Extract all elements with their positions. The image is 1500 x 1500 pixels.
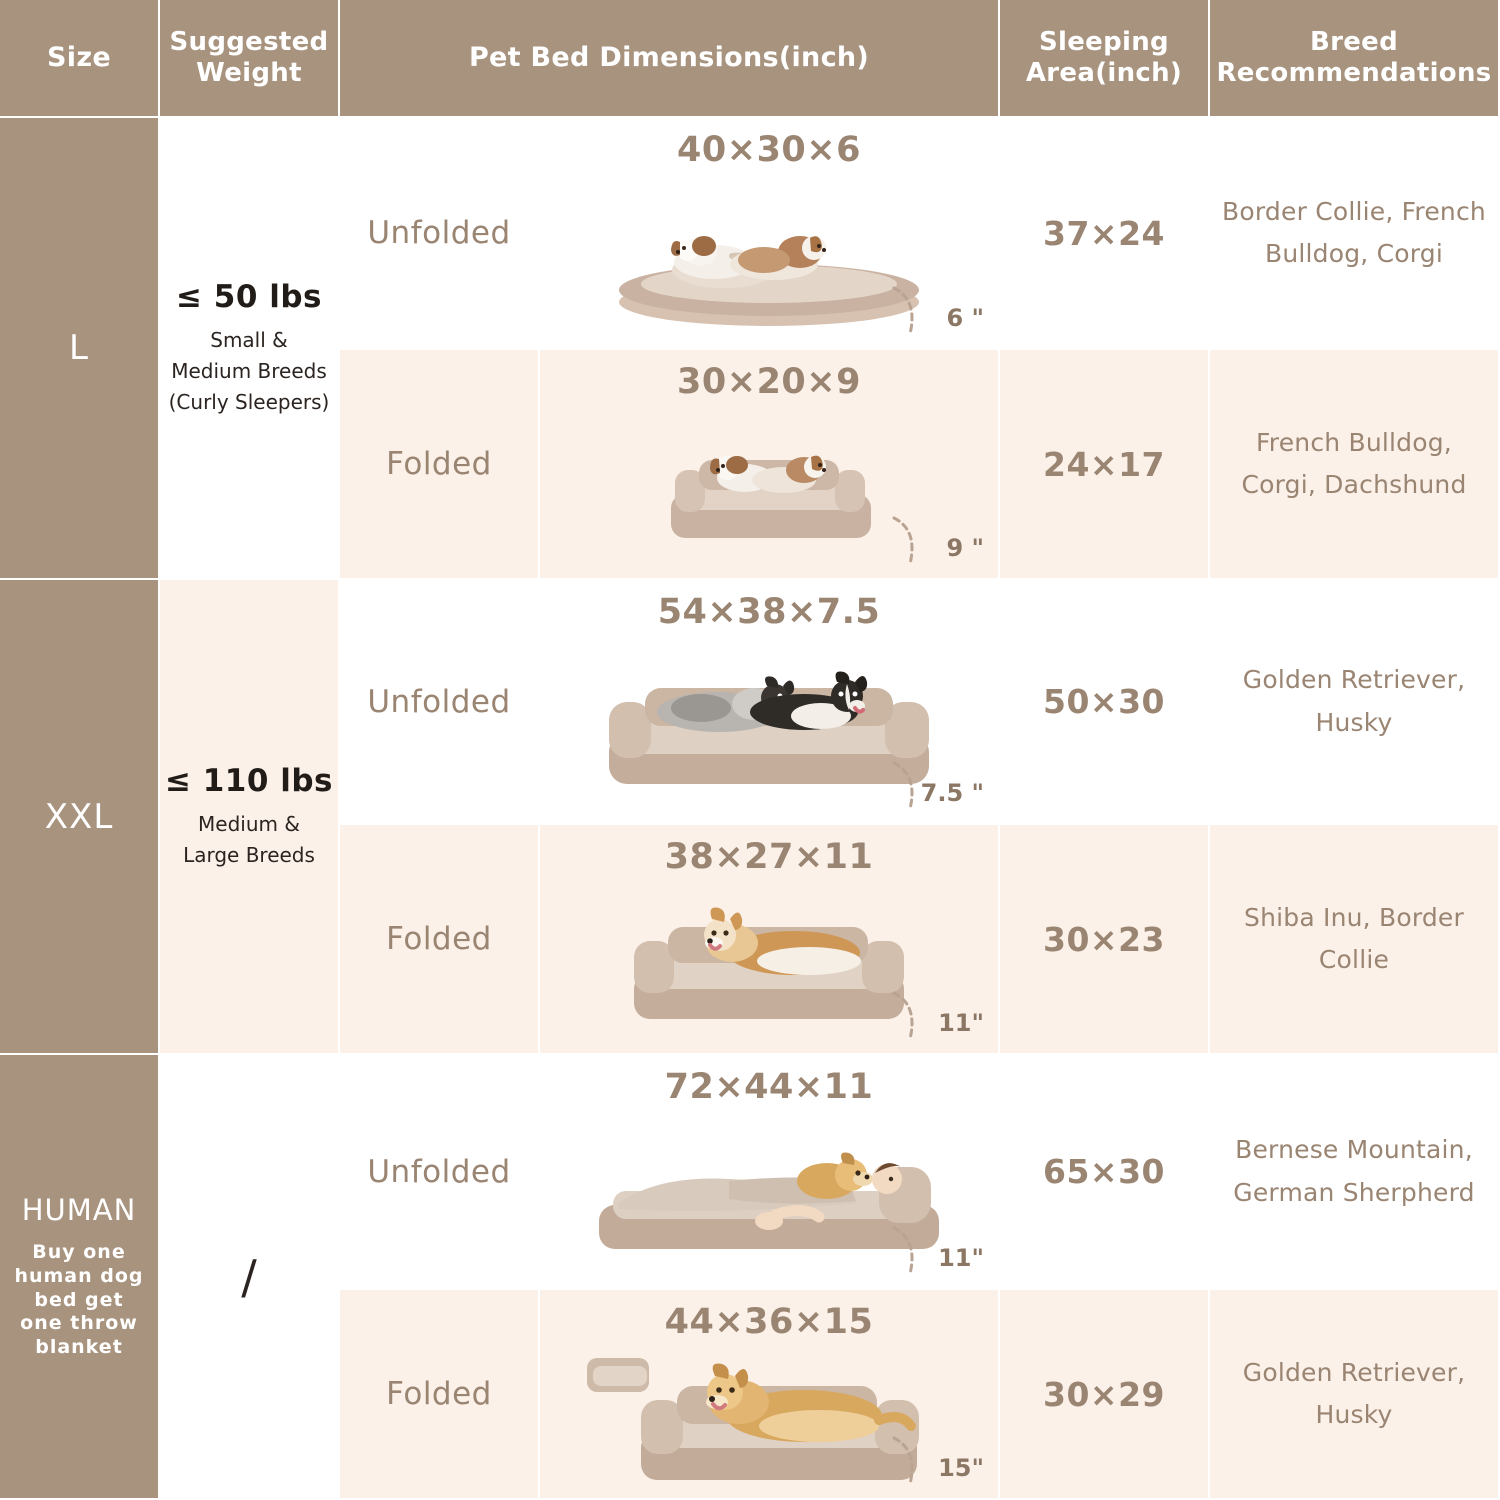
dimension-text-human-folded: 44×36×15 <box>664 1302 874 1342</box>
weight-cell-human <box>160 1055 340 1500</box>
height-arc-icon <box>888 282 928 340</box>
breeds-l-folded: French Bulldog, Corgi, Dachshund <box>1241 427 1467 499</box>
header-dimensions <box>340 0 1000 118</box>
dimension-text-xxl-unfolded: 54×38×7.5 <box>657 592 881 632</box>
bed-illustration-xxl-unfolded <box>540 634 998 823</box>
sleeping-area-cell-xxl-unfolded <box>1000 580 1210 825</box>
state-label-xxl-folded: Folded <box>386 921 492 957</box>
size-cell-l <box>0 118 160 580</box>
dimension-cell-human-folded <box>540 1290 1000 1500</box>
height-label-l-folded: 9 " <box>946 534 984 562</box>
bed-illustration-human-unfolded <box>540 1109 998 1288</box>
state-cell-l-folded <box>340 350 540 580</box>
weight-cell-xxl <box>160 580 340 1055</box>
bed-illustration-l-unfolded <box>540 172 998 348</box>
folded-sofa-bed-with-two-small-dogs-illustration <box>639 426 899 556</box>
height-arc-icon <box>888 1432 928 1490</box>
header-weight <box>160 0 340 118</box>
sleeping-area-cell-xxl-folded <box>1000 825 1210 1055</box>
state-label-xxl-unfolded: Unfolded <box>367 683 511 720</box>
header-size <box>0 0 160 118</box>
height-arc-icon <box>888 987 928 1045</box>
breeds-cell-human-folded <box>1210 1290 1500 1500</box>
size-label-human: HUMAN <box>21 1193 137 1228</box>
state-cell-xxl-folded <box>340 825 540 1055</box>
sleeping-area-cell-human-folded <box>1000 1290 1210 1500</box>
dimension-cell-l-folded <box>540 350 1000 580</box>
weight-main-xxl: ≤ 110 lbs <box>164 762 334 799</box>
sleeping-area-l-folded: 24×17 <box>1043 444 1165 484</box>
sleeping-area-l-unfolded: 37×24 <box>1043 213 1165 253</box>
header-sleeping-area <box>1000 0 1210 118</box>
size-label-xxl: XXL <box>44 796 114 837</box>
height-label-human-unfolded: 11" <box>938 1244 984 1272</box>
height-label-xxl-folded: 11" <box>938 1009 984 1037</box>
sleeping-area-cell-human-unfolded <box>1000 1055 1210 1290</box>
sleeping-area-human-folded: 30×29 <box>1043 1374 1165 1414</box>
flat-bed-with-two-small-dogs-illustration <box>604 190 934 330</box>
state-label-human-unfolded: Unfolded <box>367 1153 511 1190</box>
size-cell-human <box>0 1055 160 1500</box>
weight-sub-xxl: Medium & Large Breeds <box>183 811 315 867</box>
state-label-human-folded: Folded <box>386 1376 492 1412</box>
breeds-cell-human-unfolded <box>1210 1055 1500 1290</box>
state-cell-human-folded <box>340 1290 540 1500</box>
sleeping-area-cell-l-unfolded <box>1000 118 1210 350</box>
breeds-human-unfolded: Bernese Mountain, German Sherpherd <box>1233 1135 1475 1207</box>
weight-main-human: / <box>241 1249 257 1304</box>
bed-illustration-human-folded <box>540 1344 998 1498</box>
sleeping-area-cell-l-folded <box>1000 350 1210 580</box>
dimension-text-l-unfolded: 40×30×6 <box>677 130 861 170</box>
sleeping-area-xxl-folded: 30×23 <box>1043 919 1165 959</box>
dimension-cell-xxl-unfolded <box>540 580 1000 825</box>
dimension-cell-l-unfolded <box>540 118 1000 350</box>
breeds-human-folded: Golden Retriever, Husky <box>1242 1357 1466 1429</box>
header-sleeping-area-label: Sleeping Area(inch) <box>1025 27 1183 88</box>
folded-sofa-bed-with-corgi-illustration <box>604 891 934 1041</box>
state-label-l-folded: Folded <box>386 446 492 482</box>
size-cell-xxl <box>0 580 160 1055</box>
state-cell-human-unfolded <box>340 1055 540 1290</box>
bed-illustration-l-folded <box>540 404 998 578</box>
bed-illustration-xxl-folded <box>540 879 998 1053</box>
state-label-l-unfolded: Unfolded <box>367 215 511 251</box>
breeds-cell-l-folded <box>1210 350 1500 580</box>
dimension-text-l-folded: 30×20×9 <box>677 362 861 402</box>
sleeping-area-human-unfolded: 65×30 <box>1043 1152 1165 1191</box>
dimension-text-xxl-folded: 38×27×11 <box>664 837 874 877</box>
breeds-cell-xxl-unfolded <box>1210 580 1500 825</box>
weight-sub-l: Small & Medium Breeds (Curly Sleepers) <box>168 327 330 414</box>
header-breeds <box>1210 0 1500 118</box>
dimension-cell-human-unfolded <box>540 1055 1000 1290</box>
breeds-cell-l-unfolded <box>1210 118 1500 350</box>
height-label-human-folded: 15" <box>938 1454 984 1482</box>
state-cell-xxl-unfolded <box>340 580 540 825</box>
height-arc-icon <box>888 512 928 570</box>
height-label-xxl-unfolded: 7.5 " <box>920 779 984 807</box>
header-breeds-label: Breed Recommendations <box>1216 27 1492 88</box>
size-note-human: Buy one human dog bed get one throw blanket <box>14 1241 144 1359</box>
state-cell-l-unfolded <box>340 118 540 350</box>
dimension-cell-xxl-folded <box>540 825 1000 1055</box>
breeds-cell-xxl-folded <box>1210 825 1500 1055</box>
size-label-l: L <box>69 328 89 368</box>
breeds-xxl-unfolded: Golden Retriever, Husky <box>1242 665 1466 737</box>
header-size-label: Size <box>47 42 111 74</box>
height-label-l-unfolded: 6 " <box>946 304 984 332</box>
weight-main-l: ≤ 50 lbs <box>176 278 322 315</box>
breeds-xxl-folded: Shiba Inu, Border Collie <box>1244 902 1464 974</box>
weight-cell-l <box>160 118 340 580</box>
sleeping-area-xxl-unfolded: 50×30 <box>1043 682 1165 721</box>
breeds-l-unfolded: Border Collie, French Bulldog, Corgi <box>1222 196 1486 268</box>
dimension-text-human-unfolded: 72×44×11 <box>664 1067 874 1107</box>
header-weight-label: Suggested Weight <box>169 27 329 88</box>
header-dimensions-label: Pet Bed Dimensions(inch) <box>468 42 870 74</box>
height-arc-icon <box>888 1222 928 1280</box>
